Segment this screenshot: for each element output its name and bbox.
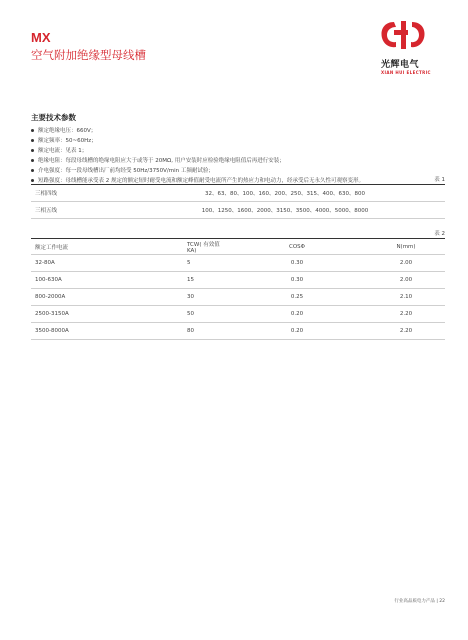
table-cell: 0.20 — [227, 323, 367, 340]
table-cell: 32、63、80、100、160、200、250、315、400、630、800 — [125, 185, 445, 202]
table-header-row — [31, 239, 445, 255]
logo-mark-icon — [374, 18, 444, 58]
table-cell: 2.00 — [367, 272, 445, 289]
table-cell: 2.00 — [367, 255, 445, 272]
table-cell: 三相四线 — [31, 185, 125, 202]
table1-caption: 表 1 — [434, 177, 445, 183]
bullet-icon — [31, 129, 34, 132]
table-cell: 2.20 — [367, 306, 445, 323]
specs-heading: 主要技术参数 — [31, 113, 76, 122]
list-item: 额定频率：50~60Hz； — [31, 136, 446, 146]
table-row — [31, 272, 445, 289]
table-cell: 800-2000A — [31, 289, 121, 306]
table-row — [31, 255, 445, 272]
logo-chinese-name: 光辉电气 — [381, 60, 420, 70]
table-cell: 0.25 — [227, 289, 367, 306]
table-cell: 15 — [121, 272, 227, 289]
bullet-icon — [31, 179, 34, 182]
column-header: 额定工作电流 — [31, 239, 121, 255]
bullet-icon — [31, 159, 34, 162]
list-item: 绝缘电阻：每段母线槽的绝缘电阻应大于或等于 20MΩ, 用户安装时应检验绝缘电阻值后再进行安装； — [31, 156, 446, 166]
table-cell: 2.10 — [367, 289, 445, 306]
table-cell: 0.30 — [227, 255, 367, 272]
product-title: 空气附加绝缘型母线槽 — [31, 48, 146, 62]
bullet-icon — [31, 139, 34, 142]
table2-caption: 表 2 — [434, 231, 445, 237]
table-row — [31, 323, 445, 340]
table-cell: 50 — [121, 306, 227, 323]
short-circuit-table — [31, 238, 445, 340]
specs-list — [31, 126, 446, 186]
table-cell: 2500-3150A — [31, 306, 121, 323]
table-cell: 3500-8000A — [31, 323, 121, 340]
table-cell: 32-80A — [31, 255, 121, 272]
table-cell: 2.20 — [367, 323, 445, 340]
product-model: MX — [31, 30, 51, 45]
table-cell: 0.20 — [227, 306, 367, 323]
list-item: 介电强度：每一段母线槽出厂前均经受 50Hz/3750V/min 工频耐试验； — [31, 166, 446, 176]
table-cell: 80 — [121, 323, 227, 340]
bullet-icon — [31, 169, 34, 172]
table-cell: 30 — [121, 289, 227, 306]
logo-english-name: XIAN HUI ELECTRIC — [381, 70, 431, 75]
table-row — [31, 306, 445, 323]
table-cell: 三相五线 — [31, 202, 125, 219]
page-footer: 行业高品质电力产品 | 22 — [394, 599, 445, 604]
column-header: N(mm) — [367, 239, 445, 255]
list-item: 短路强度：母线槽能承受表 2 规定的额定短时耐受电流和额定峰值耐受电流所产生的热应力和电动力，经承受后无永久性可观察变形。 — [31, 176, 446, 186]
table-row — [31, 289, 445, 306]
bullet-icon — [31, 149, 34, 152]
table-row — [31, 185, 445, 202]
table-row — [31, 202, 445, 219]
table-cell: 100-630A — [31, 272, 121, 289]
table-cell: 0.30 — [227, 272, 367, 289]
table-cell: 5 — [121, 255, 227, 272]
list-item: 额定电流：见表 1； — [31, 146, 446, 156]
current-rating-table — [31, 184, 445, 219]
table-cell: 100、1250、1600、2000、3150、3500、4000、5000、8000 — [125, 202, 445, 219]
list-item: 额定绝缘电压：660V； — [31, 126, 446, 136]
column-header: COSΦ — [227, 239, 367, 255]
column-header: TCW( 有效值 KA) — [121, 239, 227, 255]
